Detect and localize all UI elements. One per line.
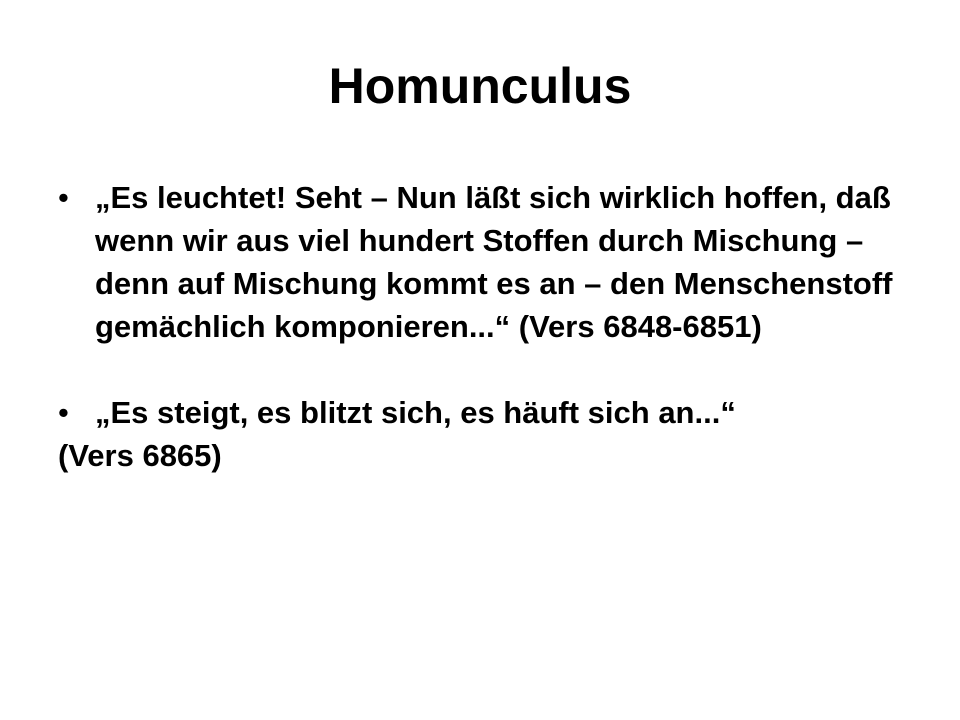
quote-text-2: „Es steigt, es blitzt sich, es häuft sich an...“ <box>95 395 736 430</box>
bullet-marker-2: • <box>58 395 69 430</box>
bullet-item-2 <box>58 391 918 434</box>
bullet-item-1 <box>58 176 918 348</box>
bullet-marker-1: • <box>58 180 69 215</box>
slide-title: Homunculus <box>328 58 632 114</box>
quote-text-1: „Es leuchtet! Seht – Nun läßt sich wirklich hoffen, daß wenn wir aus viel hundert Stoffen durch Mischung – denn auf Mischung kommt es an – den Menschenstoff gemächlich komponieren...“ (Vers 6848-6851) <box>95 180 893 344</box>
slide-body <box>58 176 918 477</box>
verse-reference: (Vers 6865) <box>58 438 222 473</box>
